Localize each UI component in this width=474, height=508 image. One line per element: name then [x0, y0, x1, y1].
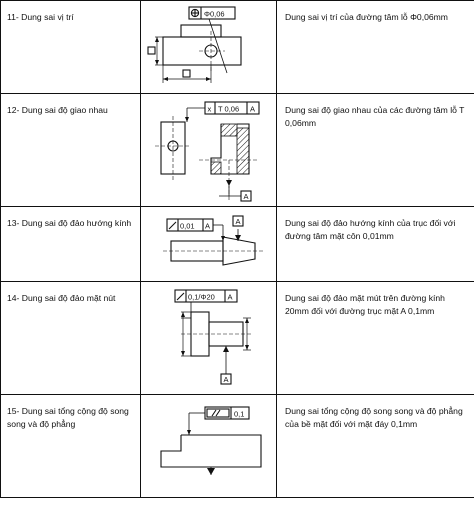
- position-tolerance-drawing: [141, 1, 277, 93]
- table-row: [1, 395, 474, 498]
- description-cell: [277, 282, 474, 395]
- tolerance-name: 14- Dung sai độ đảo mặt nút: [7, 293, 116, 303]
- face-runout-drawing: [141, 282, 277, 394]
- frame-value: 0,1: [234, 409, 245, 419]
- tolerance-name-cell: [1, 1, 141, 94]
- symbol-cell: [141, 395, 277, 498]
- description-cell: [277, 207, 474, 282]
- radial-runout-drawing: [141, 207, 277, 281]
- runout-arrow-icon: [169, 222, 176, 229]
- tolerance-name: 15- Dung sai tổng cộng độ song song và độ phẳng: [7, 406, 129, 429]
- symbol-cell: [141, 94, 277, 207]
- tolerance-description: Dung sai vị trí của đường tâm lỗ Φ0,06mm: [285, 12, 448, 22]
- table-row: [1, 282, 474, 395]
- tolerance-name-cell: [1, 395, 141, 498]
- frame-value: T 0,06: [218, 104, 240, 114]
- tolerance-name-cell: [1, 282, 141, 395]
- table-row: [1, 1, 474, 94]
- datum-label: A: [235, 217, 241, 226]
- frame-datum: A: [250, 104, 256, 114]
- datum-label: A: [223, 375, 229, 384]
- table-row: [1, 207, 474, 282]
- symbol-cell: [141, 207, 277, 282]
- runout-arrow-icon: [177, 293, 184, 300]
- description-cell: [277, 395, 474, 498]
- description-cell: [277, 94, 474, 207]
- table-row: [1, 94, 474, 207]
- tolerance-name: 12- Dung sai độ giao nhau: [7, 105, 108, 115]
- frame-value: Φ0,06: [204, 9, 225, 19]
- tolerance-name: 11- Dung sai vị trí: [7, 12, 74, 22]
- frame-value: 0,01: [180, 221, 195, 231]
- symbol-cell: [141, 1, 277, 94]
- datum-label: A: [243, 192, 249, 201]
- frame-value: 0,1/Φ20: [188, 292, 215, 302]
- tolerance-description: Dung sai tổng cộng độ song song và độ phẳng của bề mặt đối với mặt đáy 0,1mm: [285, 406, 463, 429]
- symbol-cell: [141, 282, 277, 395]
- tolerance-name-cell: [1, 94, 141, 207]
- intersection-tolerance-drawing: [141, 94, 277, 206]
- frame-symbol: x: [207, 104, 212, 114]
- tolerance-name-cell: [1, 207, 141, 282]
- description-cell: [277, 1, 474, 94]
- frame-datum: A: [227, 292, 233, 302]
- parallelism-flatness-drawing: [141, 395, 277, 497]
- parallelism-icon: [212, 410, 216, 416]
- frame-datum: A: [205, 221, 211, 231]
- tolerance-description: Dung sai độ giao nhau của các đường tâm lỗ T 0,06mm: [285, 105, 465, 128]
- tolerance-description: Dung sai độ đảo mặt mút trên đường kính 20mm đối với đường trục mặt A 0,1mm: [285, 293, 445, 316]
- tolerance-name: 13- Dung sai độ đảo hướng kính: [7, 218, 132, 228]
- tolerance-description: Dung sai độ đảo hướng kính của trục đối với đường tâm mặt côn 0,01mm: [285, 218, 456, 241]
